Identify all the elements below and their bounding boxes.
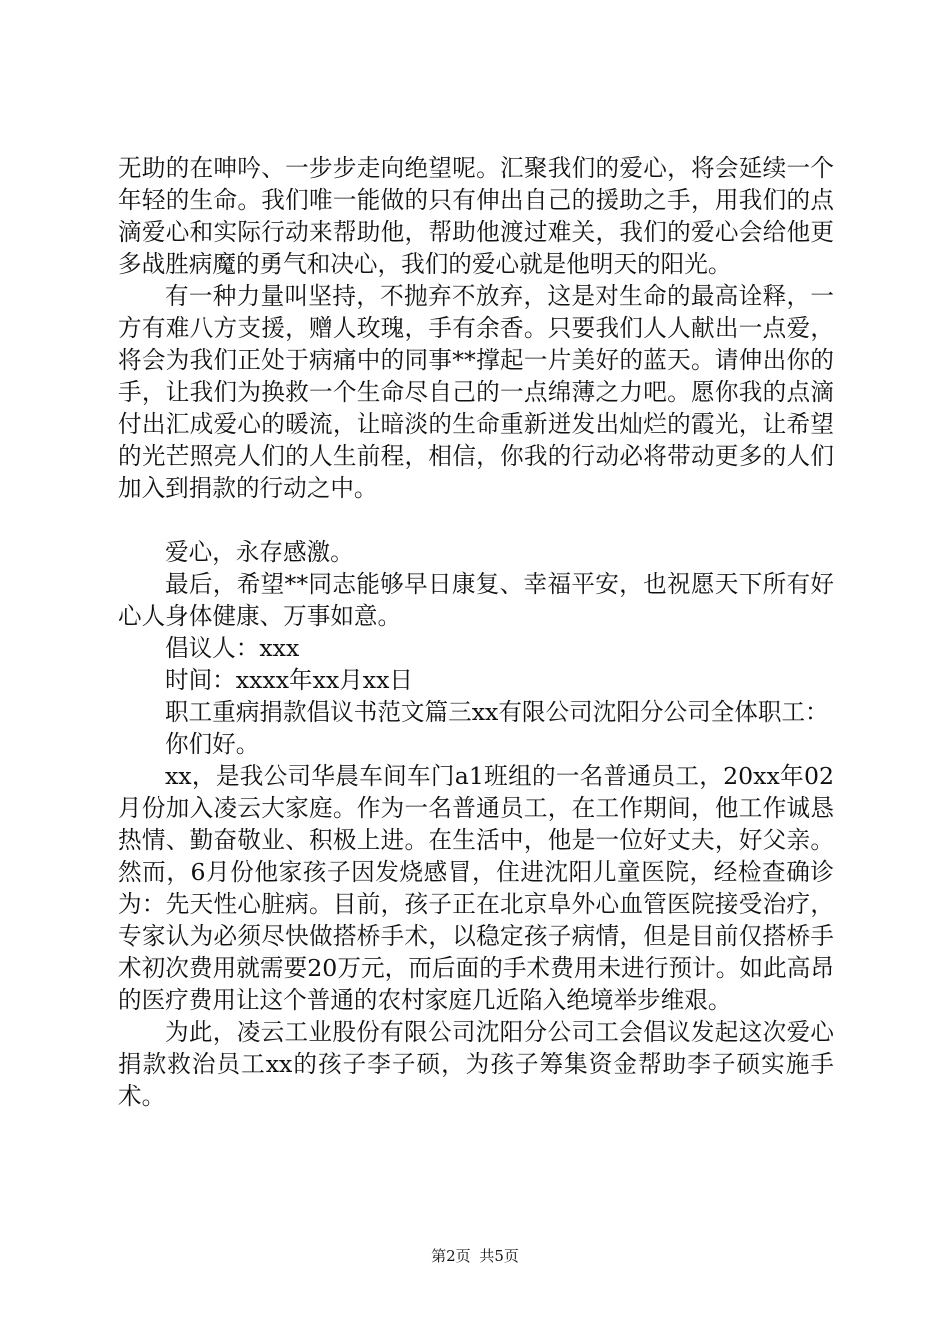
paragraph-closing-wishes: 最后，希望**同志能够早日康复、幸福平安，也祝愿天下所有好心人身体健康、万事如意。 [118, 570, 834, 630]
paragraph-gratitude: 爱心，永存感激。 [165, 538, 354, 566]
paragraph-persistence: 有一种力量叫坚持，不抛弃不放弃，这是对生命的最高诠释，一方有难八方支援，赠人玫瑰，手有余香。只要我们人人献出一点爱，将会为我们正处于病痛中的同事**撑起一片美好的蓝天。请伸出你的手，让我们为换救一个生命尽自己的一点绵薄之力吧。愿你我的点滴付出汇成爱心的暖流，让暗淡的生命重新迸发出灿烂的霞光，让希望的光芒照亮人们的人生前程，相信，你我的行动必将带动更多的人们加入到捐款的行动之中。 [118, 282, 834, 502]
section-heading-sample-three: 职工重病捐款倡议书范文篇三xx有限公司沈阳分公司全体职工： [165, 698, 829, 726]
paragraph-continuation: 无助的在呻吟、一步步走向绝望呢。汇聚我们的爱心，将会延续一个年轻的生命。我们唯一能做的只有伸出自己的援助之手，用我们的点滴爱心和实际行动来帮助他，帮助他渡过难关，我们的爱心会给他更多战胜病魔的勇气和决心，我们的爱心就是他明天的阳光。 [118, 154, 834, 278]
greeting: 你们好。 [165, 730, 260, 758]
page-footer [0, 1246, 950, 1266]
page-number-total: 共5页 [479, 1247, 519, 1265]
signature-initiator: 倡议人：xxx [165, 634, 300, 662]
paragraph-initiative: 为此，凌云工业股份有限公司沈阳分公司工会倡议发起这次爱心捐款救治员工xx的孩子李子硕，为孩子筹集资金帮助李子硕实施手术。 [118, 1018, 834, 1110]
page-number-current: 第2页 [431, 1247, 471, 1265]
paragraph-employee-story: xx，是我公司华晨车间车门a1班组的一名普通员工，20xx年02月份加入凌云大家庭。作为一名普通员工，在工作期间，他工作诚恳热情、勤奋敬业、积极上进。在生活中，他是一位好丈夫，好父亲。然而，6月份他家孩子因发烧感冒，住进沈阳儿童医院，经检查确诊为：先天性心脏病。目前，孩子正在北京阜外心血管医院接受治疗，专家认为必须尽快做搭桥手术，以稳定孩子病情，但是目前仅搭桥手术初次费用就需要20万元，而后面的手术费用未进行预计。如此高昂的医疗费用让这个普通的农村家庭几近陷入绝境举步维艰。 [118, 762, 835, 1014]
document-body [118, 152, 834, 1112]
paragraph-gap [118, 504, 834, 536]
signature-date: 时间：xxxx年xx月xx日 [165, 666, 414, 694]
